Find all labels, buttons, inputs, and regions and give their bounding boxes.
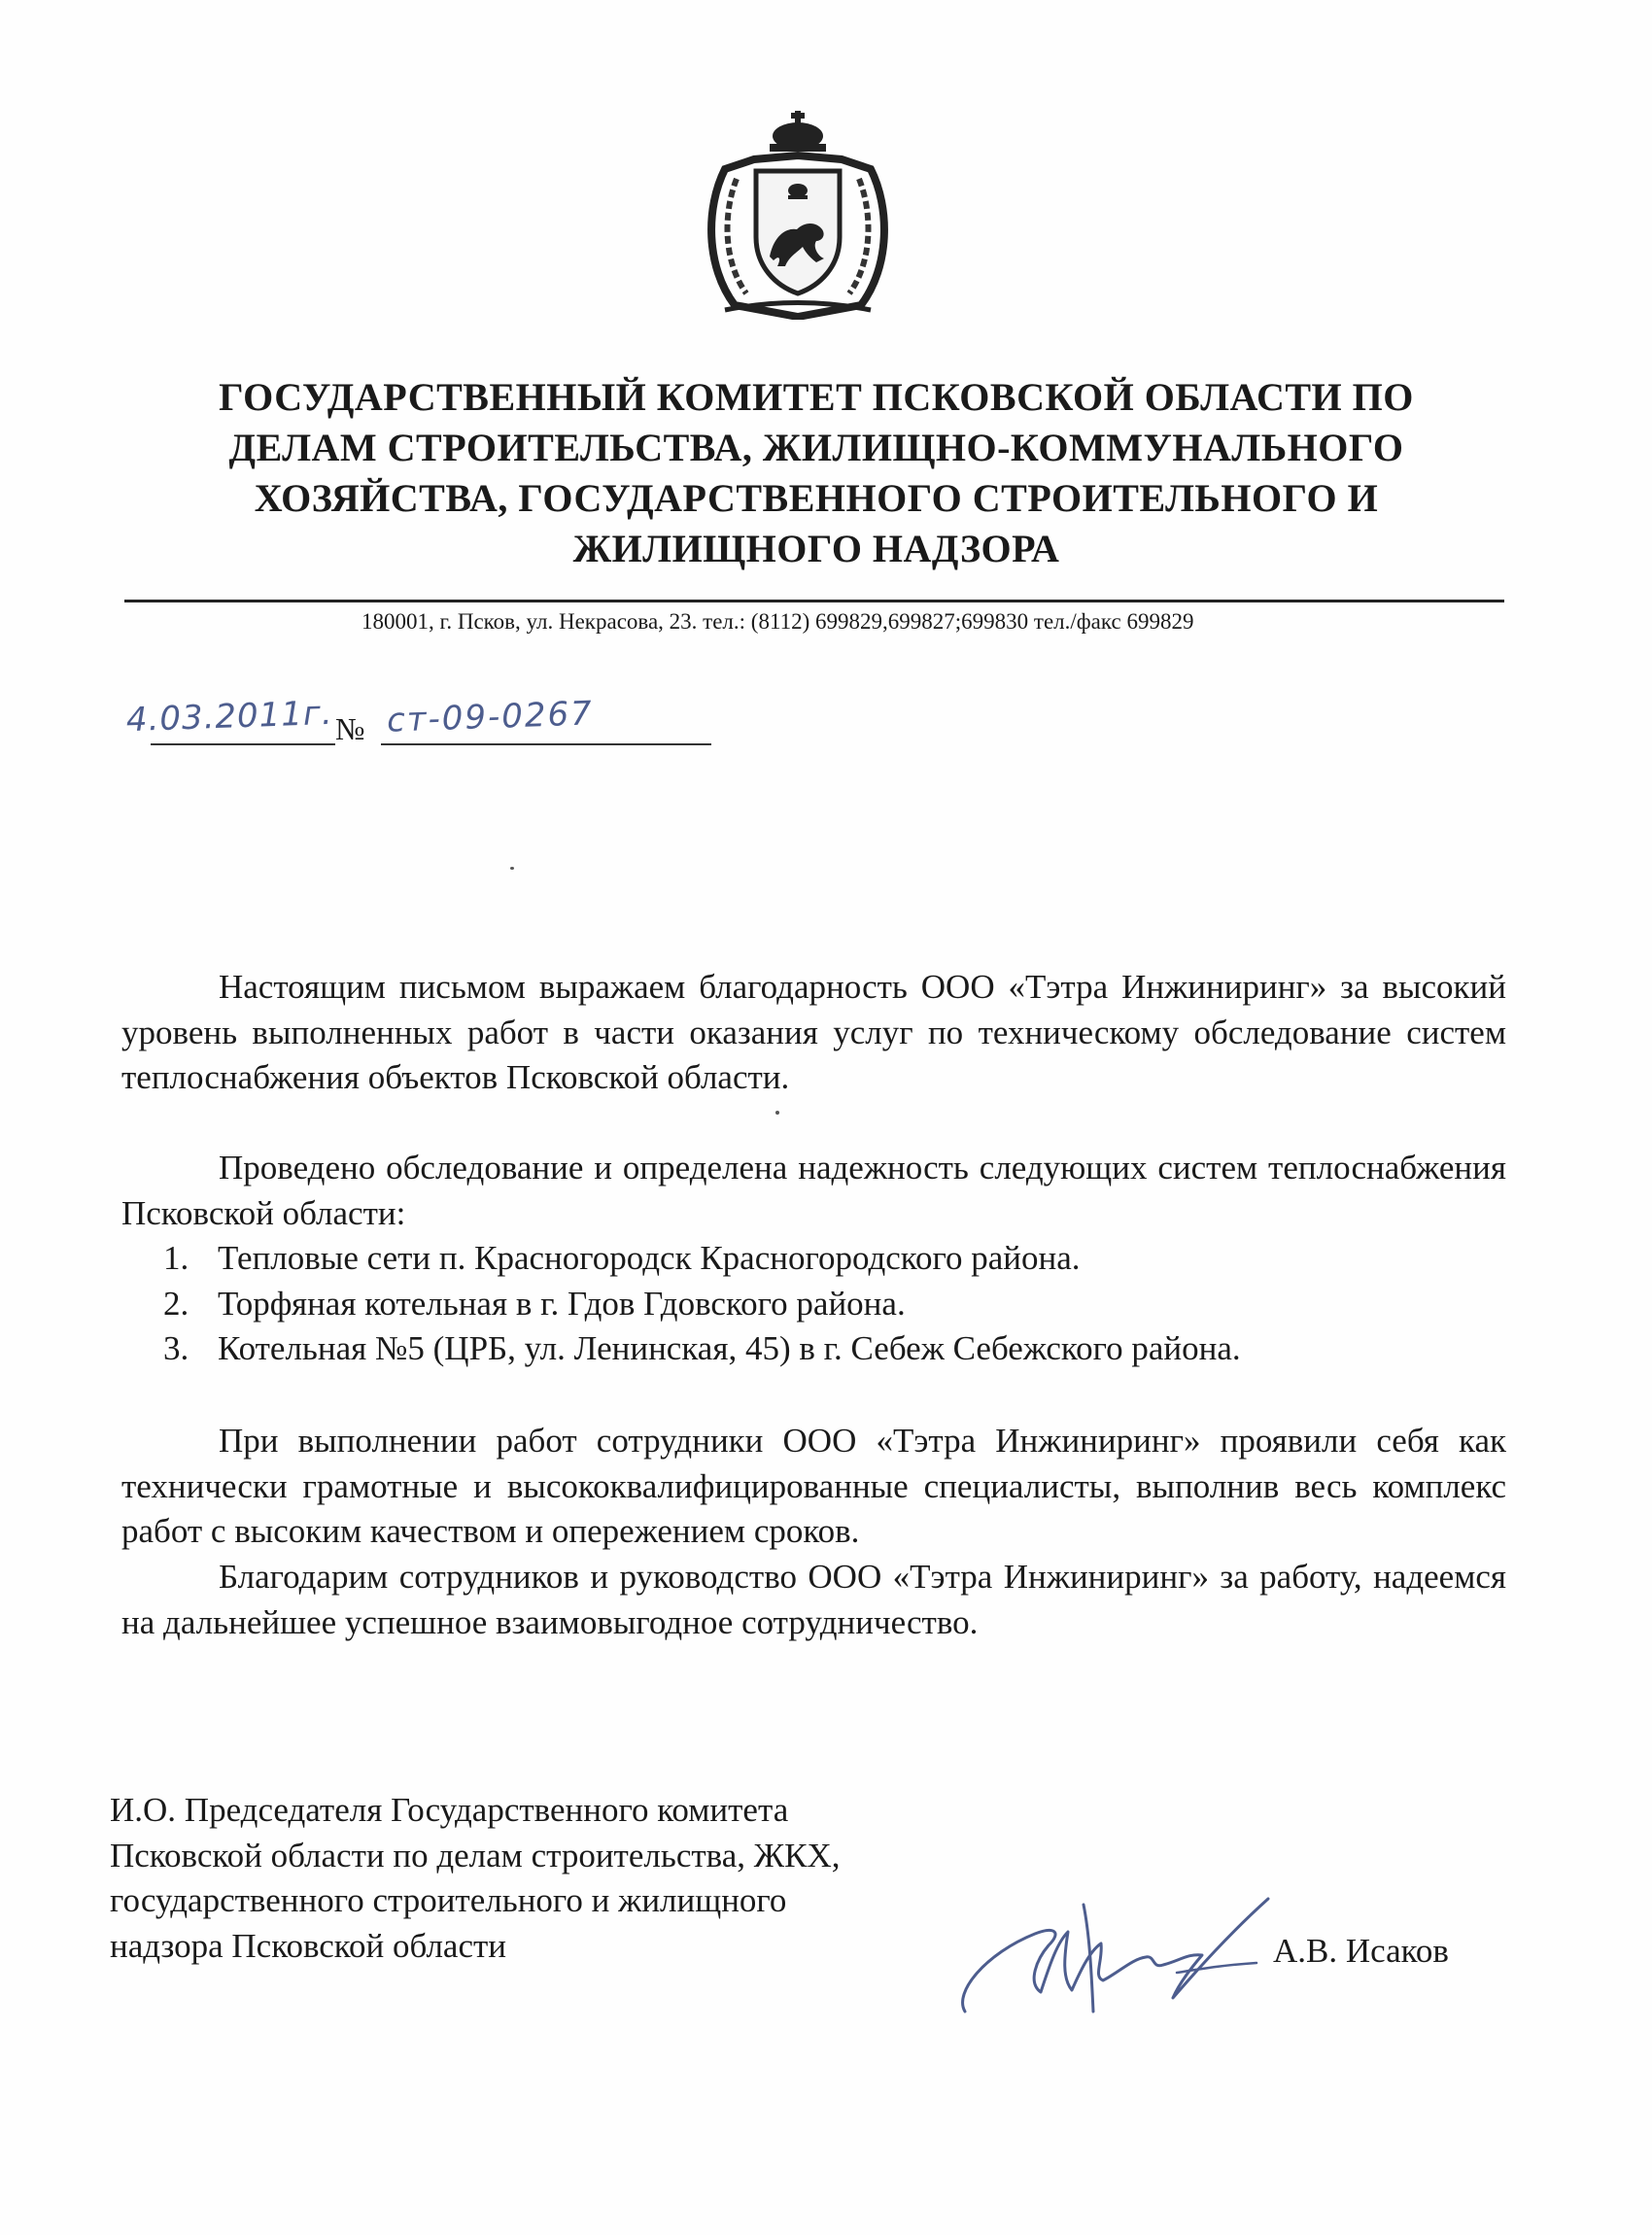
handwritten-signature-icon [947,1875,1317,2031]
registration-date: 4.03.2011г. [125,693,334,740]
header-divider [124,600,1504,602]
agency-name [136,372,1497,574]
agency-name-line: ЖИЛИЩНОГО НАДЗОРА [572,527,1060,570]
agency-address: 180001, г. Псков, ул. Некрасова, 23. тел.: (8112) 699829,699827;699830 тел./факс 699829 [361,609,1194,634]
signatory-title [110,1788,840,1969]
agency-name-line: ХОЗЯЙСТВА, ГОСУДАРСТВЕННОГО СТРОИТЕЛЬНОГО И [254,476,1379,520]
signatory-title-line: И.О. Председателя Государственного комитета [110,1791,789,1829]
coat-of-arms-icon [696,111,900,320]
agency-name-line: ДЕЛАМ СТРОИТЕЛЬСТВА, ЖИЛИЩНО-КОММУНАЛЬНОГО [228,426,1404,469]
registration-number-underline [381,743,711,745]
signatory-title-line: Псковской области по делам строительства, ЖКХ, [110,1836,841,1874]
registration-number: ст-09-0267 [386,694,595,740]
body-paragraph: Проведено обследование и определена надежность следующих систем теплоснабжения Псковской области: [121,1149,1506,1232]
body-paragraph: Благодарим сотрудников и руководство ООО «Тэтра Инжиниринг» за работу, надеемся на дальнейшее успешное взаимовыгодное сотрудничество. [121,1558,1506,1641]
signatory-title-line: надзора Псковской области [110,1926,507,1965]
agency-name-line: ГОСУДАРСТВЕННЫЙ КОМИТЕТ ПСКОВСКОЙ ОБЛАСТИ ПО [219,375,1414,419]
body-paragraph: Настоящим письмом выражаем благодарность ООО «Тэтра Инжиниринг» за высокий уровень выполненных работ в части оказания услуг по техническому обследование систем теплоснабжения объектов Псковской области. [121,968,1506,1096]
list-item: 1. Тепловые сети п. Красногородск Красногородского района. [163,1239,1081,1277]
signatory-title-line: государственного строительного и жилищного [110,1881,787,1919]
list-item: 3. Котельная №5 (ЦРБ, ул. Ленинская, 45) в г. Себеж Себежского района. [163,1329,1241,1367]
list-item: 2. Торфяная котельная в г. Гдов Гдовского района. [163,1284,906,1323]
scan-speck [775,1111,779,1115]
signatory-name: А.В. Исаков [1273,1932,1449,1970]
registration-number-sign: № [335,711,365,746]
systems-list [163,1236,1241,1372]
registration-date-underline [151,743,335,745]
scan-speck [510,867,514,870]
body-paragraph: При выполнении работ сотрудники ООО «Тэтра Инжиниринг» проявили себя как технически грамотные и высококвалифицированные специалисты, выполнив весь комплекс работ с высоким качеством и опережением сроков. [121,1422,1506,1550]
